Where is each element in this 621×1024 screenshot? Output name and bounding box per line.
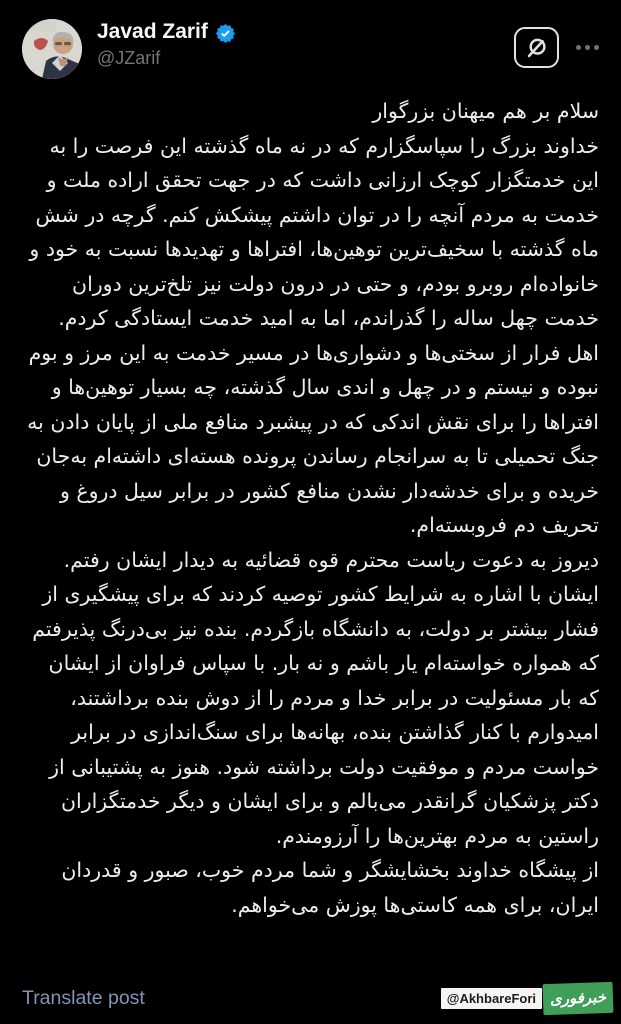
- grok-circle-slash-icon: [524, 35, 550, 61]
- tweet-text-paragraph: دیروز به دعوت ریاست محترم قوه قضائیه به دیدار ایشان رفتم. ایشان با اشاره به شرایط کشور توصیه کردند که برای پیشگیری از فشار بیشتر بر دولت، به دانشگاه بازگردم. بنده نیز بی‌درنگ پذیرفتم که همواره خواسته‌ام یار باشم و نه بار. با سپاس فراوان از ایشان که بار مسئولیت در برابر خدا و مردم را از دوش بنده برداشتند، امیدوارم با کنار گذاشتن بنده، بهانه‌ها برای سنگ‌اندازی در برابر خواست مردم و موفقیت دولت برداشته شود. هنوز به پشتیبانی از دکتر پزشکیان گرانقدر می‌بالم و برای ایشان و دیگر خدمتگزاران راستین به مردم بهترین‌ها را آرزومندم.: [32, 547, 599, 848]
- more-dot-icon: [576, 45, 581, 50]
- avatar[interactable]: [22, 19, 82, 79]
- header-actions: [514, 27, 601, 68]
- khabarfori-logo: خبرفوری: [542, 982, 613, 1015]
- author-names: [97, 19, 514, 70]
- tweet-header: [0, 0, 621, 79]
- tweet-text: [0, 94, 621, 922]
- tweet-text-paragraph: از پیشگاه خداوند بخشایشگر و شما مردم خوب، صبور و قدردان ایران، برای همه کاستی‌ها پوزش می‌خواهم.: [61, 858, 599, 917]
- verified-badge-icon: [215, 23, 236, 44]
- more-dot-icon: [594, 45, 599, 50]
- tweet-text-paragraph: خداوند بزرگ را سپاسگزارم که در نه ماه گذشته این فرصت را به این خدمتگزار کوچک ارزانی داشت که در جهت تحقق اراده ملت و خدمت به مردم آنچه را در توان داشتم پیشکش کنم. گرچه در شش ماه گذشته با سخیف‌ترین توهین‌ها، افتراها و تهدیدها نسبت به خود و خانواده‌ام روبرو بودم، و حتی در درون دولت نیز تلخ‌ترین دوران خدمت چهل ساله را گذراندم، اما به امید خدمت ایستادگی کردم. اهل فرار از سختی‌ها و دشواری‌ها در مسیر خدمت به این مرز و بوم نبوده و نیستم و در چهل و اندی سال گذشته، چه بسیار توهین‌ها و افتراها را برای نقش اندکی که در پیشبرد منافع ملی از پایان دادن به جنگ تحمیلی تا به سرانجام رساندن پرونده هسته‌ای داشته‌ام به‌جان خریده و برای خدشه‌دار نشدن منافع کشور در برابر سیل دروغ و تحریف دم فروبسته‌ام.: [27, 133, 599, 537]
- more-dot-icon: [585, 45, 590, 50]
- display-name: Javad Zarif: [97, 20, 208, 43]
- user-handle[interactable]: @JZarif: [97, 48, 161, 68]
- watermark-handle-label: @AkhbareFori: [441, 988, 542, 1009]
- avatar-image: [22, 19, 82, 79]
- grok-button[interactable]: [514, 27, 559, 68]
- tweet-footer: [22, 983, 613, 1014]
- author-name-row[interactable]: [97, 19, 514, 45]
- more-button[interactable]: [574, 45, 601, 50]
- akhbarefori-watermark: [441, 983, 613, 1014]
- tweet-text-paragraph: سلام بر هم میهنان بزرگوار: [372, 99, 599, 123]
- translate-post-link[interactable]: Translate post: [22, 987, 145, 1009]
